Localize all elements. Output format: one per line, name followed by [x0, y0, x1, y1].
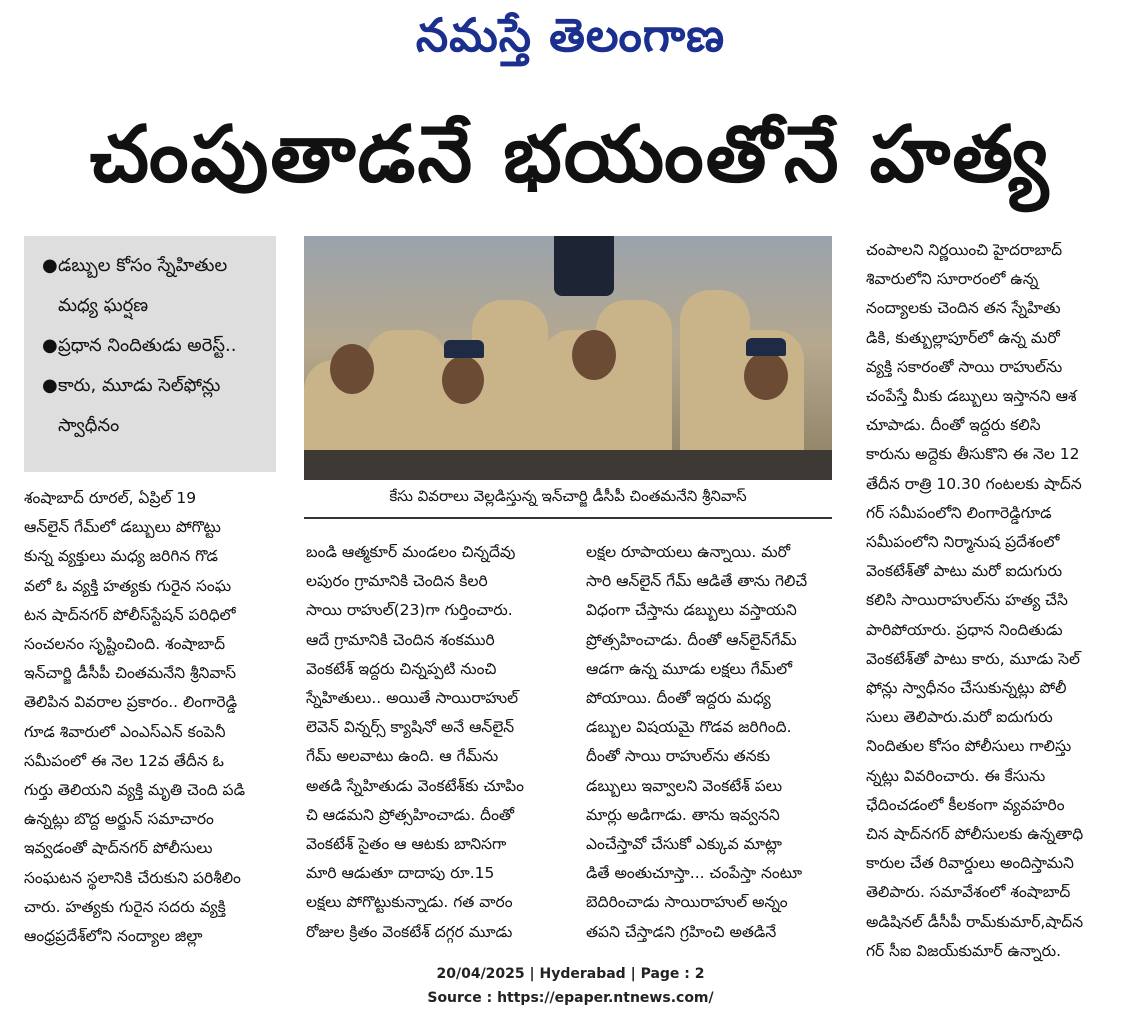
text-line: గర్ సమీపంలోని లింగారెడ్డిగూడ: [866, 503, 1052, 522]
text-line: టన షాద్‌నగర్ పోలీస్‌స్టేషన్ పరిధిలో: [24, 605, 236, 624]
date-location-page: 20/04/2025 | Hyderabad | Page : 2: [436, 966, 705, 982]
text-line: మార్లు అడిగాడు. తాను ఇవ్వనని: [586, 805, 780, 824]
text-line: కున్న వ్యక్తులు మధ్య జరిగిన గొడ: [24, 547, 218, 566]
article-column-3: [586, 538, 836, 947]
source-url[interactable]: Source : https://epaper.ntnews.com/: [427, 990, 714, 1006]
text-line: కలిసి సాయిరాహుల్‌ను హత్య చేసి: [866, 591, 1068, 610]
police-cap: [746, 338, 786, 356]
text-line: డబ్బులు ఇవ్వాలని వెంకటేశ్ పలు: [586, 776, 783, 795]
newspaper-masthead: నమస్తే తెలంగాణ: [415, 8, 726, 62]
press-meet-photo: [304, 236, 832, 480]
text-line: ఇన్‌చార్జి డీసీపీ చింతమనేని శ్రీనివాస్: [24, 664, 237, 683]
text-line: చారు. హత్యకు గురైన సదరు వ్యక్తి: [24, 897, 226, 916]
photo-head: [744, 352, 788, 400]
text-line: వెంకటేశ్ సైతం ఆ ఆటకు బానిసగా: [306, 835, 507, 854]
text-line: డితే అంతుచూస్తా... చంపేస్తా నంటూ: [586, 864, 803, 883]
text-line: దీంతో సాయి రాహుల్‌ను తనకు: [586, 747, 771, 766]
text-line: తపని చేస్తాడని గ్రహించి అతడినే: [586, 922, 777, 941]
text-line: గూడ శివారులో ఎంఎస్ఎన్ కంపెనీ: [24, 722, 226, 741]
text-line: చంపేస్తే మీకు డబ్బులు ఇస్తానని ఆశ: [866, 387, 1077, 406]
text-line: ఫోన్లు స్వాధీనం చేసుకున్నట్లు పోలీ: [866, 679, 1067, 698]
police-logo-banner: [554, 236, 614, 296]
text-line: ఆదే గ్రామానికి చెందిన శంకమురి: [306, 630, 495, 649]
text-line: లక్షల రూపాయలు ఉన్నాయి. మరో: [586, 543, 791, 561]
article-column-2: [306, 538, 568, 947]
text-line: బండి ఆత్మకూర్ మండలం చిన్నదేవు: [306, 543, 516, 561]
text-line: గేమ్ అలవాటు ఉంది. ఆ గేమ్‌ను: [306, 747, 499, 766]
text-line: విధంగా చేస్తాను డబ్బులు వస్తాయని: [586, 601, 797, 620]
text-line: తేదీన రాత్రి 10.30 గంటలకు షాద్‌న: [866, 474, 1082, 493]
text-line: తెలిపిన వివరాల ప్రకారం.. లింగారెడ్డి: [24, 693, 238, 712]
text-line: ఇవ్వడంతో షాద్‌నగర్ పోలీసులు: [24, 839, 213, 858]
text-line: శంషాబాద్ రూరల్, ఏప్రిల్ 19: [24, 489, 197, 507]
text-line: సులు తెలిపారు.మరో ఐదుగురు: [866, 708, 1053, 727]
text-line: డబ్బుల విషయమై గొడవ జరిగింది.: [586, 718, 792, 737]
text-line: నంద్యాలకు చెందిన తన స్నేహితు: [866, 299, 1061, 318]
text-line: ఛేదించడంలో కీలకంగా వ్యవహరిం: [866, 795, 1065, 814]
text-line: తెలిపారు. సమావేశంలో శంషాబాద్: [866, 883, 1071, 902]
police-cap: [444, 340, 484, 358]
photo-head: [572, 330, 616, 380]
photo-table: [304, 450, 832, 480]
article-column-4: [866, 236, 1120, 966]
text-line: వెంకటేశ్‌తో పాటు కారు, మూడు సెల్: [866, 649, 1080, 668]
text-line: లపురం గ్రామానికి చెందిన కిలరి: [306, 572, 488, 591]
text-line: రోజుల క్రితం వెంకటేశ్ దగ్గర మూడు: [306, 922, 513, 941]
photo-head: [330, 344, 374, 394]
page-footer: [0, 962, 1141, 1010]
bullet-icon: ●: [42, 375, 58, 396]
text-line: సంచలనం సృష్టించింది. శంషాబాద్: [24, 635, 226, 654]
text-line: అడిషినల్ డీసీపీ రామ్‌కుమార్,షాద్‌న: [866, 912, 1084, 931]
text-line: కారును అద్దెకు తీసుకొని ఈ నెల 12: [866, 445, 1080, 464]
photo-head: [442, 356, 484, 404]
text-line: చిన షాద్‌నగర్ పోలీసులకు ఉన్నతాధి: [866, 825, 1084, 844]
text-line: వ్యక్తి సకారంతో సాయి రాహుల్‌ను: [866, 357, 1063, 376]
text-line: ఉన్నట్లు బొద్ద అర్జున్ సమాచారం: [24, 810, 214, 829]
text-line: బెదిరించాడు సాయిరాహుల్ అన్నం: [586, 893, 788, 912]
highlight-item: ● ప్రధాన నిందితుడు అరెస్ట్..: [42, 326, 268, 366]
text-line: కారుల చేత రివార్డులు అందిస్తామని: [866, 854, 1074, 873]
article-column-1: [24, 484, 278, 951]
highlight-item: ● కారు, మూడు సెల్‌ఫోన్లు స్వాధీనం: [42, 366, 268, 446]
text-line: సమీపంలో ఈ నెల 12వ తేదీన ఓ: [24, 751, 224, 770]
highlights-box: [24, 236, 276, 472]
text-line: చూపాడు. దీంతో ఇద్దరు కలిసి: [866, 416, 1041, 435]
text-line: పారిపోయారు. ప్రధాన నిందితుడు: [866, 620, 1063, 639]
text-line: ఎంచేస్తావో చేసుకో ఎక్కువ మాట్లా: [586, 835, 782, 854]
text-line: న్నట్లు వివరించారు. ఈ కేసును: [866, 766, 1046, 785]
text-line: సంఘటన స్థలానికి చేరుకుని పరిశీలిం: [24, 868, 241, 887]
article-headline: చంపుతాడనే భయంతోనే హత్య: [89, 110, 1051, 200]
text-line: పోయాయి. దీంతో ఇద్దరు మధ్య: [586, 689, 771, 708]
text-line: ఆంధ్రప్రదేశ్‌లోని నంద్యాల జిల్లా: [24, 927, 203, 946]
text-line: అతడి స్నేహితుడు వెంకటేశ్‌కు చూపిం: [306, 776, 524, 795]
text-line: వెంకటేశ్ ఇద్దరు చిన్నప్పటి నుంచి: [306, 659, 497, 678]
text-line: సాయి రాహుల్(23)గా గుర్తించారు.: [306, 601, 513, 620]
text-line: గుర్తు తెలియని వ్యక్తి మృతి చెంది పడి: [24, 781, 246, 800]
bullet-icon: ●: [42, 255, 58, 276]
text-line: మారి ఆడుతూ దాదాపు రూ.15: [306, 864, 495, 883]
text-line: డికి, కుత్బుల్లాపూర్‌లో ఉన్న మరో: [866, 328, 1060, 347]
text-line: లక్షలు పోగొట్టుకున్నాడు. గత వారం: [306, 893, 513, 912]
text-line: సమీపంలోని నిర్మానుష ప్రదేశంలో: [866, 533, 1060, 552]
text-line: చంపాలని నిర్ణయించి హైదరాబాద్: [866, 241, 1063, 259]
text-line: శివారులోని సూరారంలో ఉన్న: [866, 270, 1039, 289]
text-line: సారి ఆన్‌లైన్ గేమ్ ఆడితే తాను గెలిచే: [586, 572, 808, 591]
text-line: వలో ఓ వ్యక్తి హత్యకు గురైన సంఘ: [24, 576, 232, 595]
text-line: ఆన్‌లైన్ గేమ్‌లో డబ్బులు పోగొట్టు: [24, 518, 221, 537]
text-line: నిందితుల కోసం పోలీసులు గాలిస్తు: [866, 737, 1072, 756]
photo-caption: కేసు వివరాలు వెల్లడిస్తున్న ఇన్‌చార్జి డీసీపీ చింతమనేని శ్రీనివాస్: [304, 487, 832, 519]
bullet-icon: ●: [42, 335, 58, 356]
text-line: లెవెన్ విన్నర్స్ క్యాషినో అనే ఆన్‌లైన్: [306, 718, 515, 737]
text-line: వెంకటేశ్‌తో పాటు మరో ఐదుగురు: [866, 562, 1063, 581]
text-line: చి ఆడమని ప్రోత్సహించాడు. దీంతో: [306, 805, 515, 824]
text-line: గర్ సీఐ విజయ్‌కుమార్ ఉన్నారు.: [866, 941, 1062, 960]
highlight-item: ● డబ్బుల కోసం స్నేహితుల మధ్య ఘర్షణ: [42, 246, 268, 326]
text-line: ఆడగా ఉన్న మూడు లక్షలు గేమ్‌లో: [586, 659, 793, 678]
text-line: స్నేహితులు.. అయితే సాయిరాహుల్: [306, 689, 519, 708]
text-line: ప్రోత్సహించాడు. దీంతో ఆన్‌లైన్‌గేమ్: [586, 630, 797, 649]
